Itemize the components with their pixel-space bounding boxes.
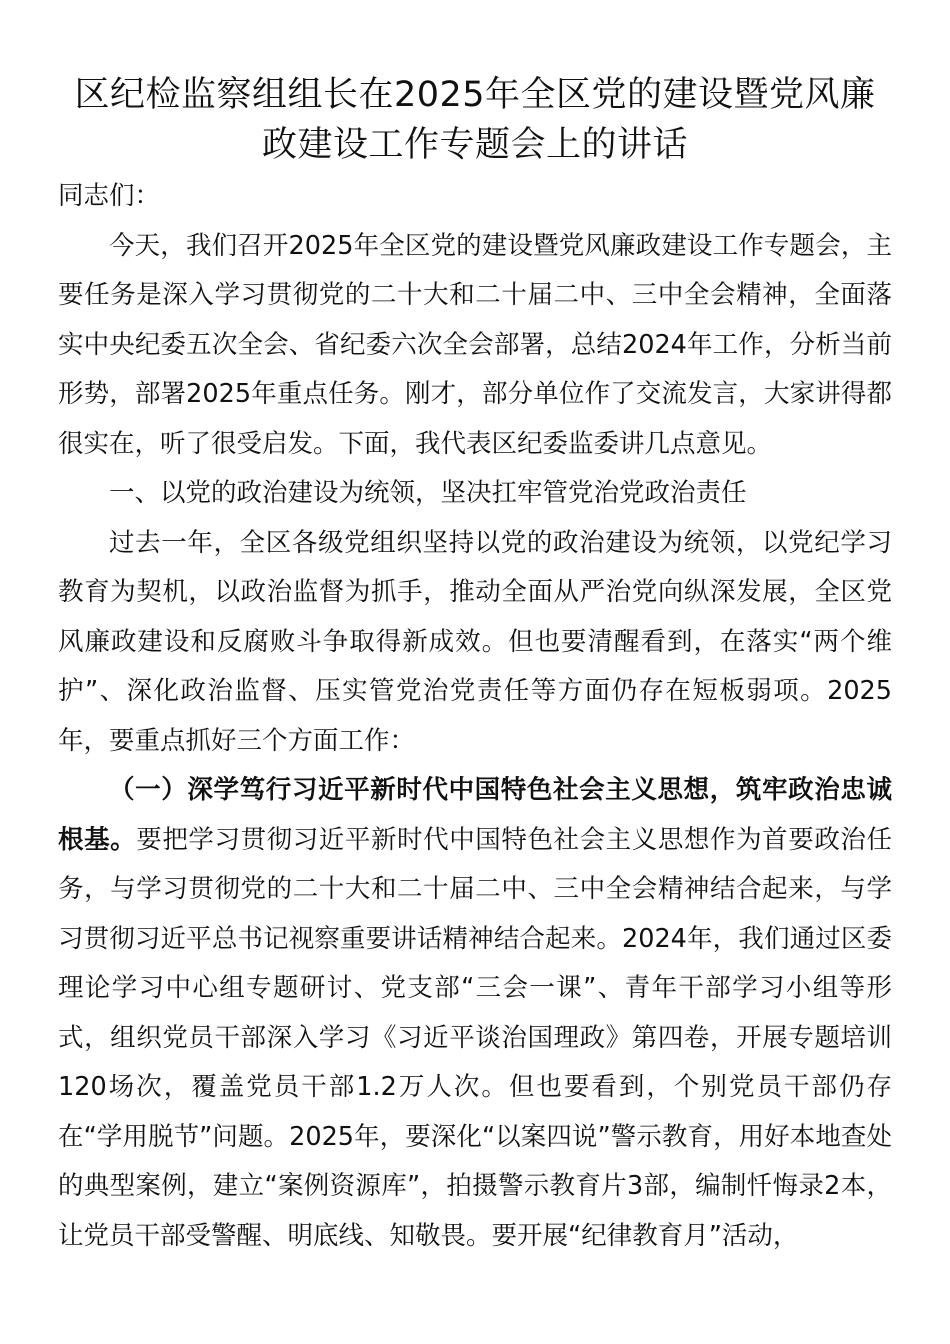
- paragraph-subsection-1: [58, 766, 892, 1261]
- paragraph-intro: 今天，我们召开2025年全区党的建设暨党风廉政建设工作专题会，主要任务是深入学习贯彻党的二十大和二十届二中、三中全会精神，全面落实中央纪委五次全会、省纪委六次全会部署，总结2024年工作，分析当前形势，部署2025年重点任务。刚才，部分单位作了交流发言，大家讲得都很实在，听了很受启发。下面，我代表区纪委监委讲几点意见。: [58, 230, 892, 459]
- subsection-heading: （一）深学笃行习近平新时代中国特色社会主义思想，筑牢政治忠诚根基。: [58, 775, 892, 855]
- paragraph-section-1: 过去一年，全区各级党组织坚持以党的政治建设为统领，以党纪学习教育为契机，以政治监督为抓手，推动全面从严治党向纵深发展，全区党风廉政建设和反腐败斗争取得新成效。但也要清醒看到，在落实“两个维护”、深化政治监督、压实管党治党责任等方面仍存在短板弱项。2025年，要重点抓好三个方面工作：: [58, 527, 892, 756]
- section-heading-1: 一、以党的政治建设为统领，坚决扛牢管党治党政治责任: [109, 478, 747, 508]
- document-title: 区纪检监察组组长在2025年全区党的建设暨党风廉政建设工作专题会上的讲话: [74, 75, 876, 165]
- subsection-text: 要把学习贯彻习近平新时代中国特色社会主义思想作为首要政治任务，与学习贯彻党的二十大和二十届二中、三中全会精神结合起来，与学习贯彻习近平总书记视察重要讲话精神结合起来。2024年，我们通过区委理论学习中心组专题研讨、党支部“三会一课”、青年干部学习小组等形式，组织党员干部深入学习《习近平谈治国理政》第四卷，开展专题培训120场次，覆盖党员干部1.2万人次。但也要看到，个别党员干部仍存在“学用脱节”问题。2025年，要深化“以案四说”警示教育，用好本地查处的典型案例，建立“案例资源库”，拍摄警示教育片3部，编制忏悔录2本，让党员干部受警醒、明底线、知敬畏。要开展“纪律教育月”活动，: [58, 824, 892, 1251]
- document-page: [58, 70, 892, 1261]
- document-body: [58, 172, 892, 1261]
- salutation: 同志们：: [58, 181, 161, 211]
